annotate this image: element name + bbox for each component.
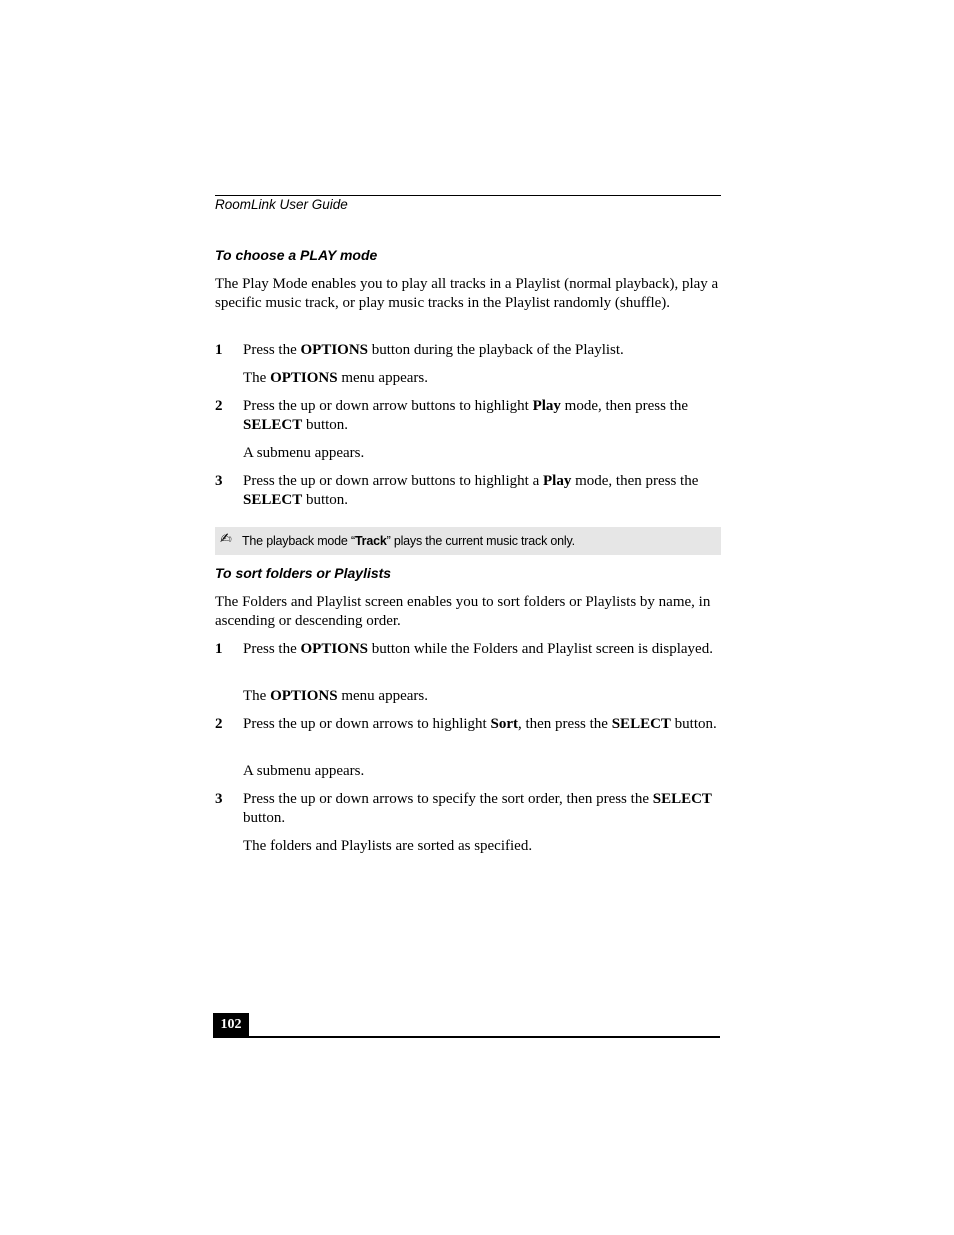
section-heading-sort: To sort folders or Playlists — [215, 565, 392, 581]
section-intro-sort: The Folders and Playlist screen enables you to sort folders or Playlists by name, in ascending or descending order. — [215, 594, 711, 629]
section-heading-play-mode: To choose a PLAY mode — [215, 247, 378, 263]
step-text: Press the up or down arrows to specify the sort order, then press the SELECT button. — [243, 791, 712, 826]
step-2-result: A submenu appears. — [243, 445, 365, 461]
page-number-box — [213, 1013, 249, 1037]
step-3-sort-result: The folders and Playlists are sorted as specified. — [243, 838, 533, 854]
step-text: Press the up or down arrows to highlight Sort, then press the SELECT button. — [243, 716, 717, 732]
note-pencil-icon: ✍ — [220, 531, 232, 547]
note-box — [215, 527, 721, 555]
step-number: 2 — [215, 398, 223, 414]
section-intro-play-mode: The Play Mode enables you to play all tracks in a Playlist (normal playback), play a specific music track, or play music tracks in the Playlist randomly (shuffle). — [215, 276, 719, 311]
header-rule — [215, 195, 721, 196]
step-number: 1 — [215, 641, 223, 657]
step-number: 3 — [215, 473, 223, 489]
step-2-sort-result: A submenu appears. — [243, 763, 365, 779]
note-text: The playback mode “Track” plays the current music track only. — [242, 534, 575, 548]
running-header: RoomLink User Guide — [215, 197, 348, 212]
step-text: Press the OPTIONS button while the Folders and Playlist screen is displayed. — [243, 641, 713, 657]
step-text: Press the up or down arrow buttons to highlight Play mode, then press the SELECT button. — [243, 398, 688, 433]
step-number: 1 — [215, 342, 223, 358]
step-text: Press the up or down arrow buttons to highlight a Play mode, then press the SELECT button. — [243, 473, 699, 508]
page-number: 102 — [220, 1017, 242, 1032]
step-1-result: The OPTIONS menu appears. — [243, 370, 428, 386]
step-number: 3 — [215, 791, 223, 807]
footer-rule — [213, 1036, 720, 1038]
step-1-sort-result: The OPTIONS menu appears. — [243, 688, 428, 704]
step-text: Press the OPTIONS button during the playback of the Playlist. — [243, 342, 624, 358]
step-number: 2 — [215, 716, 223, 732]
